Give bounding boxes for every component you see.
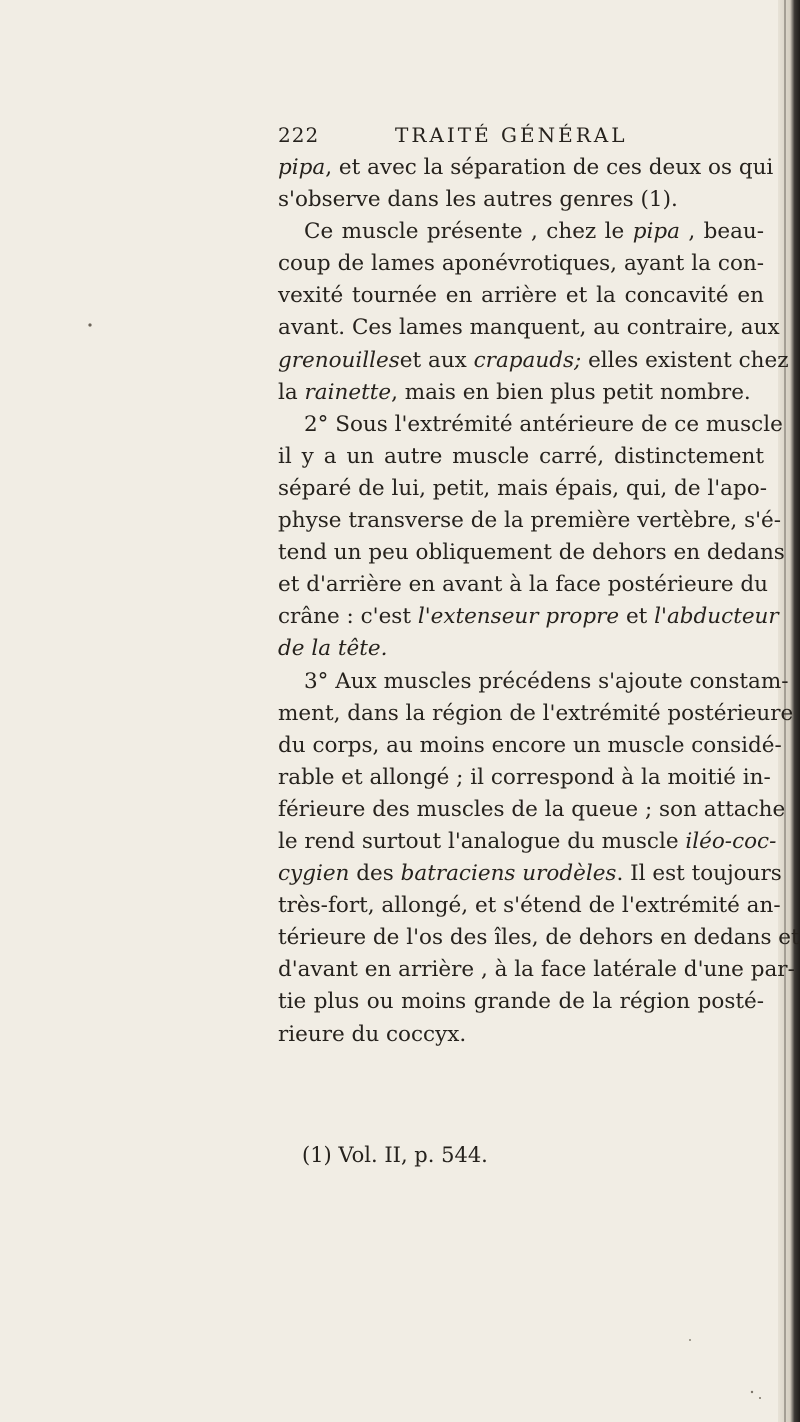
text-line: il y a un autre muscle carré, distinctement	[278, 443, 764, 469]
text-line: rieure du coccyx.	[278, 1021, 467, 1047]
text-line: rable et allongé ; il correspond à la moitié in-	[278, 764, 771, 790]
text-line: 2° Sous l'extrémité antérieure de ce muscle	[304, 411, 783, 437]
text-line: coup de lames aponévrotiques, ayant la con-	[278, 251, 764, 277]
page-header	[278, 123, 800, 151]
text-line: très-fort, allongé, et s'étend de l'extrémité an-	[278, 893, 781, 919]
text-line: du corps, au moins encore un muscle considé-	[278, 732, 782, 758]
text-line: grenouilleset aux crapauds; elles existent chez	[278, 347, 789, 373]
text-line: tie plus ou moins grande de la région posté-	[278, 989, 764, 1015]
footnote: (1) Vol. II, p. 544.	[302, 1143, 488, 1167]
text-line: avant. Ces lames manquent, au contraire, aux	[278, 315, 780, 341]
text-line: cygien des batraciens urodèles. Il est toujours	[278, 861, 782, 887]
body-text	[278, 152, 800, 1051]
text-line: 3° Aux muscles précédens s'ajoute constam-	[304, 668, 789, 694]
text-line: séparé de lui, petit, mais épais, qui, de l'apo-	[278, 475, 767, 501]
text-line: férieure des muscles de la queue ; son attache	[278, 796, 786, 822]
text-line: ment, dans la région de l'extrémité postérieure	[278, 700, 794, 726]
text-line: d'avant en arrière , à la face latérale d'une par-	[278, 957, 795, 983]
text-line: le rend surtout l'analogue du muscle iléo-coc-	[278, 828, 777, 854]
text-line: physe transverse de la première vertèbre, s'é-	[278, 508, 782, 534]
text-line: vexité tournée en arrière et la concavité en	[278, 283, 764, 309]
running-head: TRAITÉ GÉNÉRAL	[395, 123, 628, 147]
text-line: Ce muscle présente , chez le pipa , beau-	[304, 219, 765, 245]
text-line: tend un peu obliquement de dehors en dedans	[278, 540, 785, 566]
text-line: la rainette, mais en bien plus petit nombre.	[278, 379, 751, 405]
text-line: pipa, et avec la séparation de ces deux os qui	[278, 155, 774, 180]
page-number: 222	[278, 123, 320, 147]
text-line: de la tête.	[278, 636, 388, 662]
text-line: s'observe dans les autres genres (1).	[278, 187, 678, 213]
text-line: térieure de l'os des îles, de dehors en dedans et	[278, 925, 800, 951]
text-line: et d'arrière en avant à la face postérieure du	[278, 572, 769, 598]
text-line: crâne : c'est l'extenseur propre et l'abducteur	[278, 604, 779, 630]
